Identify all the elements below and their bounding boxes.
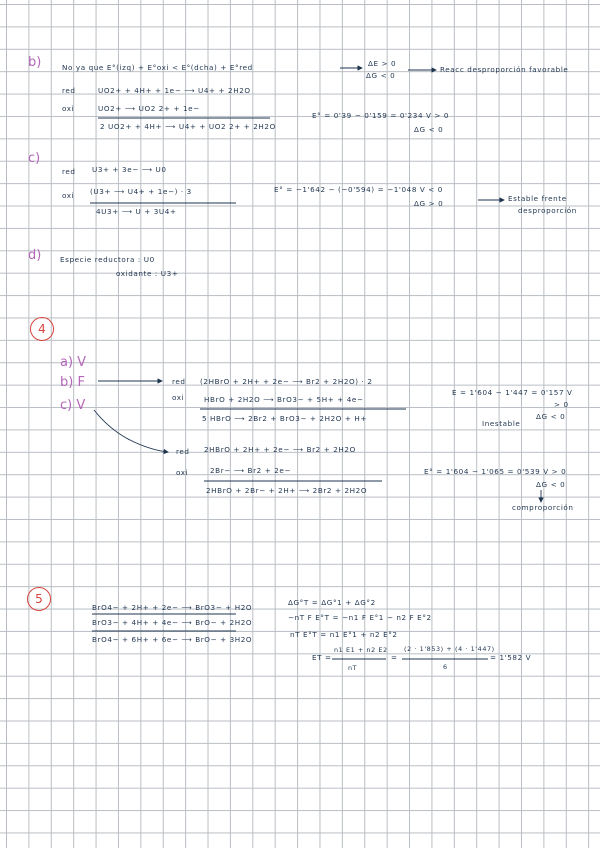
- q4-answer-c: c) V: [60, 398, 86, 413]
- part-b-oxi-equation: UO2+ ⟶ UO2 2+ + 1e−: [98, 104, 200, 113]
- part-b-statement: No ya que E°(izq) + E°oxi < E°(dcha) + E°red: [62, 63, 253, 72]
- part-c-cell-potential: E° = −1'642 − (−0'594) = −1'048 V < 0: [274, 185, 443, 194]
- q5-equation-3: BrO4− + 6H+ + 6e− ⟶ BrO− + 3H2O: [92, 635, 253, 644]
- q5-relation-2: −nT F E°T = −n1 F E°1 − n2 F E°2: [288, 613, 432, 622]
- q4-oxi1-tag: oxi: [172, 393, 185, 402]
- q5-fraction-2-denominator: 6: [443, 663, 448, 671]
- q5-equation-2: BrO3− + 4H+ + 4e− ⟶ BrO− + 2H2O: [92, 618, 253, 627]
- q4-red2-tag: red: [176, 447, 190, 456]
- question-5-number: 5: [27, 587, 51, 611]
- part-c-oxi-equation: (U3+ ⟶ U4+ + 1e−) · 3: [90, 187, 192, 196]
- q4-sum1-equation: 5 HBrO ⟶ 2Br2 + BrO3− + 2H2O + H+: [202, 414, 368, 423]
- part-b-label: b): [28, 55, 42, 70]
- q4-red1-equation: (2HBrO + 2H+ + 2e− ⟶ Br2 + 2H2O) · 2: [200, 377, 373, 386]
- q4-oxi1-equation: HBrO + 2H2O ⟶ BrO3− + 5H+ + 4e−: [204, 395, 364, 404]
- q5-equals: =: [391, 653, 398, 662]
- question-4-number: 4: [30, 317, 54, 341]
- q5-relation-1: ΔG°T = ΔG°1 + ΔG°2: [288, 598, 376, 607]
- q5-result-lhs: ET =: [312, 653, 332, 662]
- part-c-label: c): [28, 151, 41, 166]
- q5-fraction-1-denominator: nT: [348, 664, 358, 672]
- part-b-red-equation: UO2+ + 4H+ + 1e− ⟶ U4+ + 2H2O: [98, 86, 251, 95]
- part-b-cell-potential: E° = 0'39 − 0'159 = 0'234 V > 0: [312, 111, 450, 120]
- q5-relation-3: nT E°T = n1 E°1 + n2 E°2: [290, 630, 398, 639]
- q4-potential-1: E = 1'604 − 1'447 = 0'157 V: [452, 388, 573, 397]
- part-d-oxidizer: oxidante : U3+: [116, 269, 179, 278]
- part-d-reducer: Especie reductora : U0: [60, 255, 155, 264]
- arrow-q4-c: [94, 410, 168, 452]
- part-d-label: d): [28, 248, 42, 263]
- part-c-conclusion-2: desproporción: [518, 206, 577, 215]
- q5-fraction-2-numerator: (2 · 1'853) + (4 · 1'447): [404, 645, 495, 653]
- part-b-delta-e: ΔE > 0: [368, 59, 397, 68]
- q4-potential-2: E° = 1'604 − 1'065 = 0'539 V > 0: [424, 467, 567, 476]
- q4-comproportion: comproporción: [512, 503, 574, 512]
- part-c-red-tag: red: [62, 167, 76, 176]
- q4-potential-1-positive: > 0: [554, 400, 569, 409]
- q4-red1-tag: red: [172, 377, 186, 386]
- part-b-conclusion: Reacc desproporción favorable: [440, 65, 569, 74]
- part-b-gibbs: ΔG < 0: [414, 125, 444, 134]
- q4-answer-a: a) V: [60, 355, 87, 370]
- part-b-oxi-tag: oxi: [62, 104, 75, 113]
- q4-answer-b: b) F: [60, 375, 85, 390]
- part-b-sum-equation: 2 UO2+ + 4H+ ⟶ U4+ + UO2 2+ + 2H2O: [100, 122, 276, 131]
- part-b-delta-g: ΔG < 0: [366, 71, 396, 80]
- q4-unstable: Inestable: [482, 419, 521, 428]
- q4-oxi2-tag: oxi: [176, 468, 189, 477]
- part-c-oxi-tag: oxi: [62, 191, 75, 200]
- q4-oxi2-equation: 2Br− ⟶ Br2 + 2e−: [210, 466, 292, 475]
- q5-result-value: = 1'582 V: [490, 653, 532, 662]
- q5-fraction-1-numerator: n1 E1 + n2 E2: [334, 646, 388, 654]
- q4-gibbs-1: ΔG < 0: [536, 412, 566, 421]
- q4-gibbs-2: ΔG < 0: [536, 480, 566, 489]
- part-b-red-tag: red: [62, 86, 76, 95]
- part-c-sum-equation: 4U3+ ⟶ U + 3U4+: [96, 207, 177, 216]
- q5-equation-1: BrO4− + 2H+ + 2e− ⟶ BrO3− + H2O: [92, 603, 253, 612]
- part-c-gibbs: ΔG > 0: [414, 199, 444, 208]
- q4-sum2-equation: 2HBrO + 2Br− + 2H+ ⟶ 2Br2 + 2H2O: [206, 486, 368, 495]
- part-c-conclusion-1: Estable frente: [508, 194, 567, 203]
- q4-red2-equation: 2HBrO + 2H+ + 2e− ⟶ Br2 + 2H2O: [204, 445, 356, 454]
- part-c-red-equation: U3+ + 3e− ⟶ U0: [92, 165, 167, 174]
